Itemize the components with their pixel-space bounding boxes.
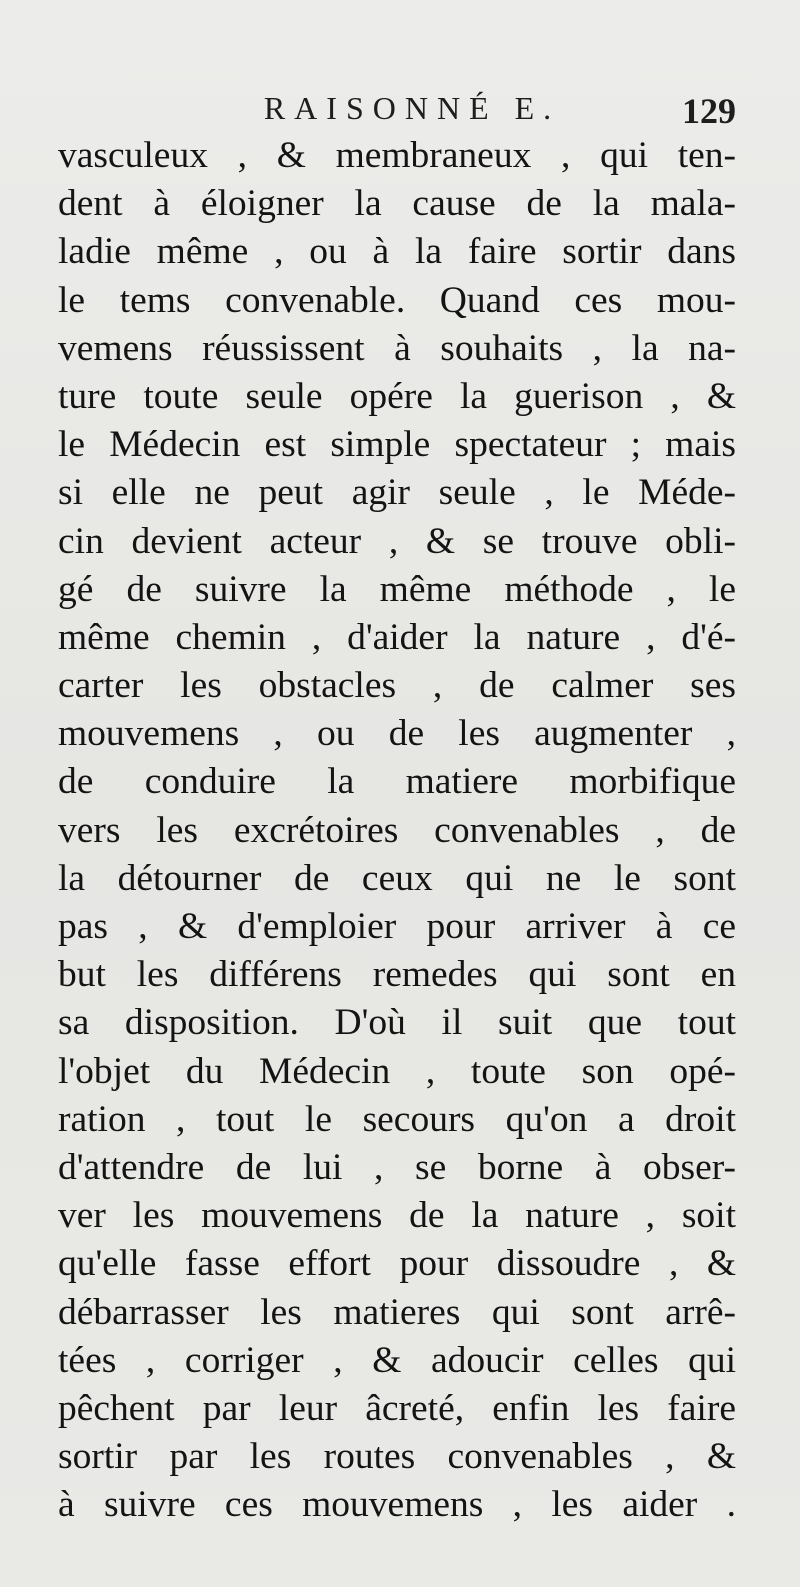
text-line: ture toute seule opére la guerison , &	[58, 375, 736, 417]
text-line: si elle ne peut agir seule , le Méde-	[58, 472, 736, 514]
text-line: gé de suivre la même méthode , le	[58, 568, 736, 610]
text-line: vers les excrétoires convenables , de	[58, 809, 736, 851]
running-head: RAISONNÉ E.	[263, 90, 561, 126]
text-line: la détourner de ceux qui ne le sont	[58, 857, 736, 899]
text-line: vasculeux , & membraneux , qui ten-	[58, 135, 736, 176]
text-line: débarrasser les matieres qui sont arrê-	[58, 1291, 736, 1333]
text-line: d'attendre de lui , se borne à obser-	[58, 1146, 736, 1188]
text-line: à suivre ces mouvemens , les aider .	[58, 1484, 736, 1526]
text-line: but les différens remedes qui sont en	[58, 954, 736, 996]
text-line: mouvemens , ou de les augmenter ,	[58, 713, 736, 755]
text-line: qu'elle fasse effort pour dissoudre , &	[58, 1243, 736, 1285]
text-line: carter les obstacles , de calmer ses	[58, 665, 736, 707]
text-line: sortir par les routes convenables , &	[58, 1436, 736, 1478]
text-line: ration , tout le secours qu'on a droit	[58, 1098, 736, 1140]
text-line: tées , corriger , & adoucir celles qui	[58, 1339, 736, 1381]
page-header	[58, 90, 736, 132]
text-line: sa disposition. D'où il suit que tout	[58, 1002, 736, 1044]
text-line: de conduire la matiere morbifique	[58, 761, 736, 803]
text-line: pas , & d'emploier pour arriver à ce	[58, 906, 736, 947]
text-line: pêchent par leur âcreté, enfin les faire	[58, 1387, 736, 1429]
text-line: le tems convenable. Quand ces mou-	[58, 279, 736, 321]
text-line: l'objet du Médecin , toute son opé-	[58, 1050, 736, 1092]
text-line: même chemin , d'aider la nature , d'é-	[58, 616, 736, 658]
text-line: cin devient acteur , & se trouve obli-	[58, 520, 736, 562]
text-line: ver les mouvemens de la nature , soit	[58, 1195, 736, 1237]
page-number: 129	[682, 91, 736, 131]
text-line: ladie même , ou à la faire sortir dans	[58, 231, 736, 273]
text-line: dent à éloigner la cause de la mala-	[58, 183, 736, 225]
text-line: vemens réussissent à souhaits , la na-	[58, 327, 736, 369]
text-line: le Médecin est simple spectateur ; mais	[58, 424, 736, 466]
body-text	[58, 132, 736, 1529]
